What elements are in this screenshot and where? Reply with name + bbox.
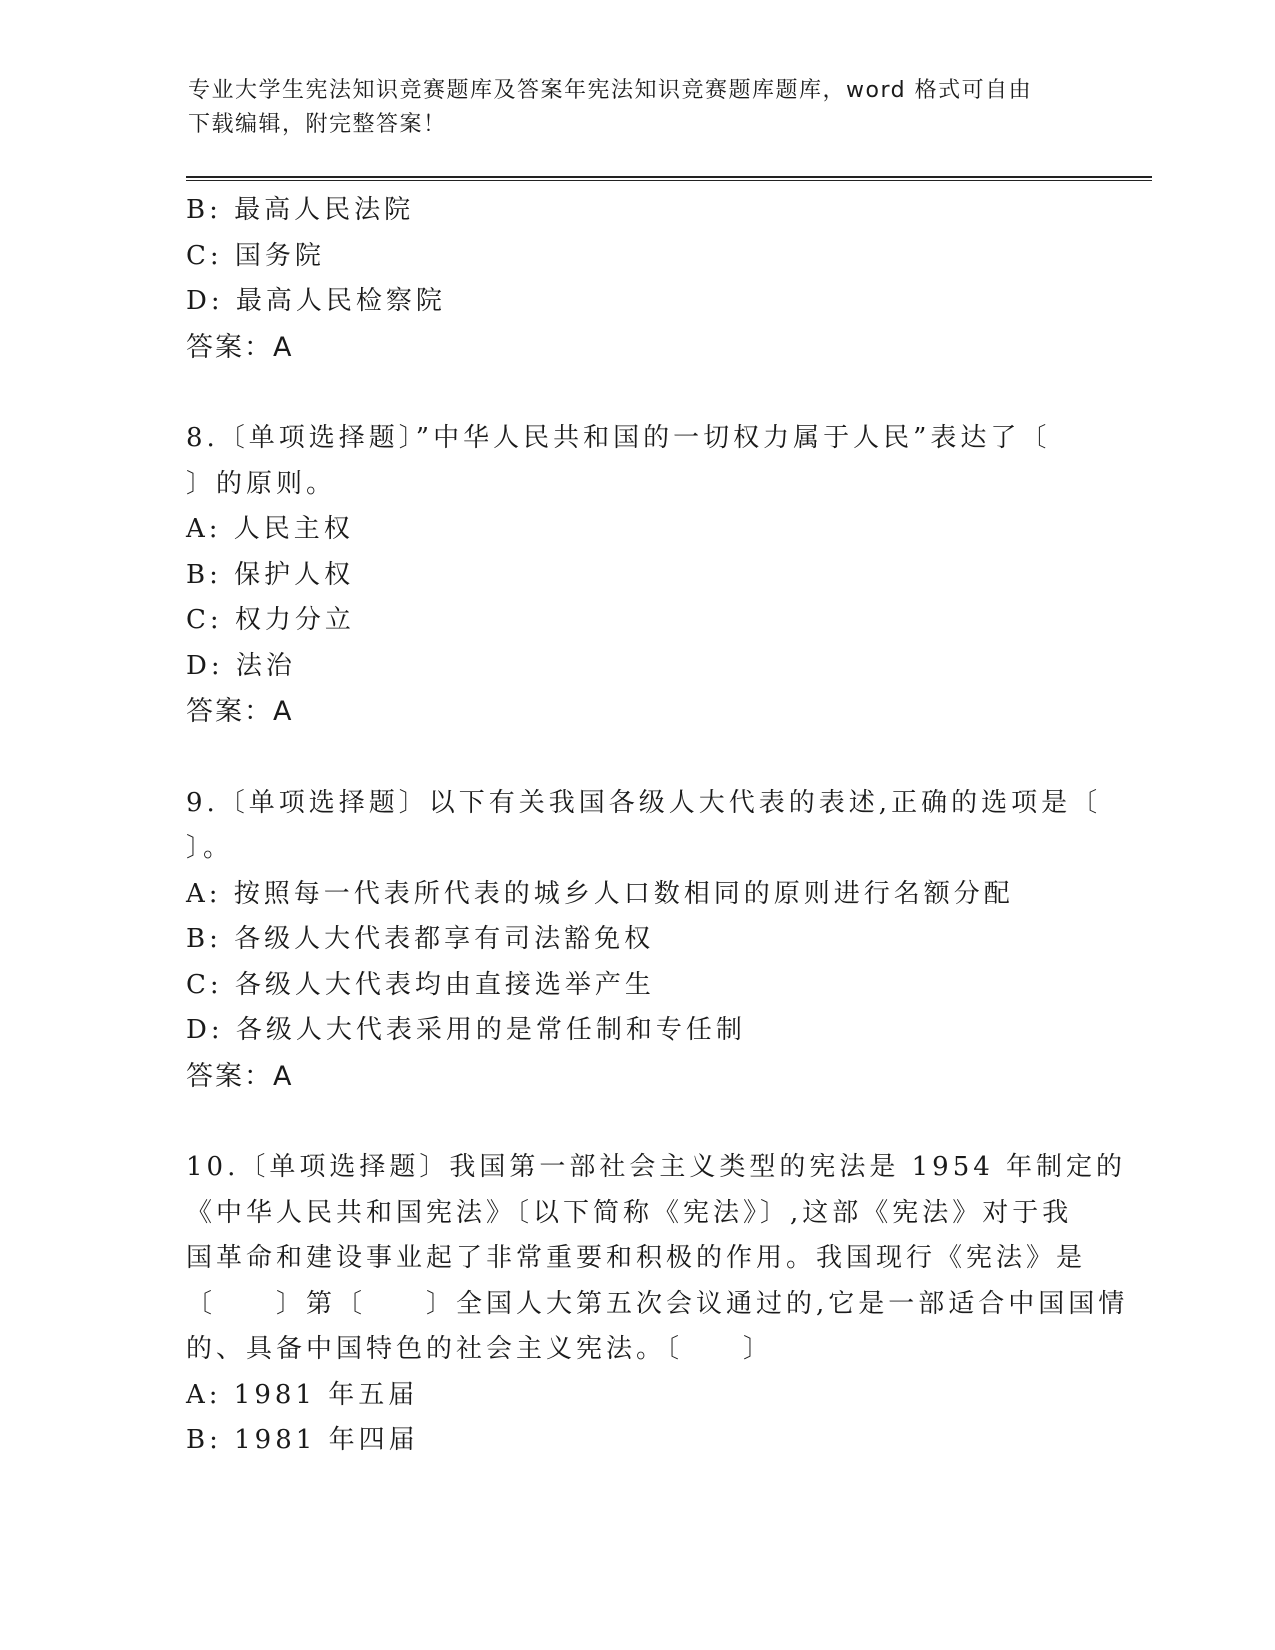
question-stem: 〔 〕第〔 〕全国人大第五次会议通过的,它是一部适合中国国情 (186, 1288, 1129, 1319)
option-b: B: 保护人权 (186, 559, 355, 590)
header-divider (186, 176, 1152, 181)
answer: 答案：A (186, 696, 294, 727)
spacer (186, 370, 1086, 416)
question-content (186, 188, 1129, 1464)
option-d: D: 法治 (186, 650, 296, 681)
question-stem: 9.〔单项选择题〕以下有关我国各级人大代表的表述,正确的选项是〔 (186, 787, 1102, 818)
option-c: C: 国务院 (186, 240, 325, 271)
question-10 (186, 1145, 1129, 1464)
question-9 (186, 781, 1102, 1100)
answer: 答案：A (186, 1060, 294, 1092)
page-header (188, 74, 1088, 142)
option-b: B: 最高人民法院 (186, 195, 415, 225)
option-a: A: 1981 年五届 (186, 1379, 419, 1410)
option-c: C: 各级人大代表均由直接选举产生 (186, 969, 655, 1000)
spacer (186, 1099, 1086, 1145)
question-stem: 10.〔单项选择题〕我国第一部社会主义类型的宪法是 1954 年制定的 (186, 1152, 1127, 1182)
option-b: B: 各级人大代表都享有司法豁免权 (186, 924, 655, 954)
option-d: D: 各级人大代表采用的是常任制和专任制 (186, 1015, 746, 1045)
question-8 (186, 416, 1086, 735)
question-stem: 〕。 (186, 833, 234, 863)
option-a: A: 按照每一代表所代表的城乡人口数相同的原则进行名额分配 (186, 878, 1014, 909)
question-stem: 《中华人民共和国宪法》〔以下简称《宪法》〕,这部《宪法》对于我 (186, 1197, 1073, 1228)
question-stem: 〕的原则。 (186, 468, 337, 499)
question-stem: 国革命和建设事业起了非常重要和积极的作用。我国现行《宪法》是 (186, 1243, 1087, 1273)
answer: 答案：A (186, 331, 294, 363)
option-c: C: 权力分立 (186, 605, 355, 635)
question-7-tail (186, 188, 1086, 370)
option-a: A: 人民主权 (186, 514, 354, 544)
spacer (186, 735, 1086, 781)
option-b: B: 1981 年四届 (186, 1425, 419, 1455)
header-line-1: 专业大学生宪法知识竞赛题库及答案年宪法知识竞赛题库题库，word 格式可自由 (188, 78, 1033, 103)
header-line-2: 下载编辑，附完整答案！ (188, 112, 447, 137)
option-d: D: 最高人民检察院 (186, 286, 446, 316)
question-stem: 8.〔单项选择题〕”中华人民共和国的一切权力属于人民”表达了〔 (186, 423, 1051, 453)
question-stem: 的、具备中国特色的社会主义宪法。〔 〕 (186, 1334, 774, 1364)
